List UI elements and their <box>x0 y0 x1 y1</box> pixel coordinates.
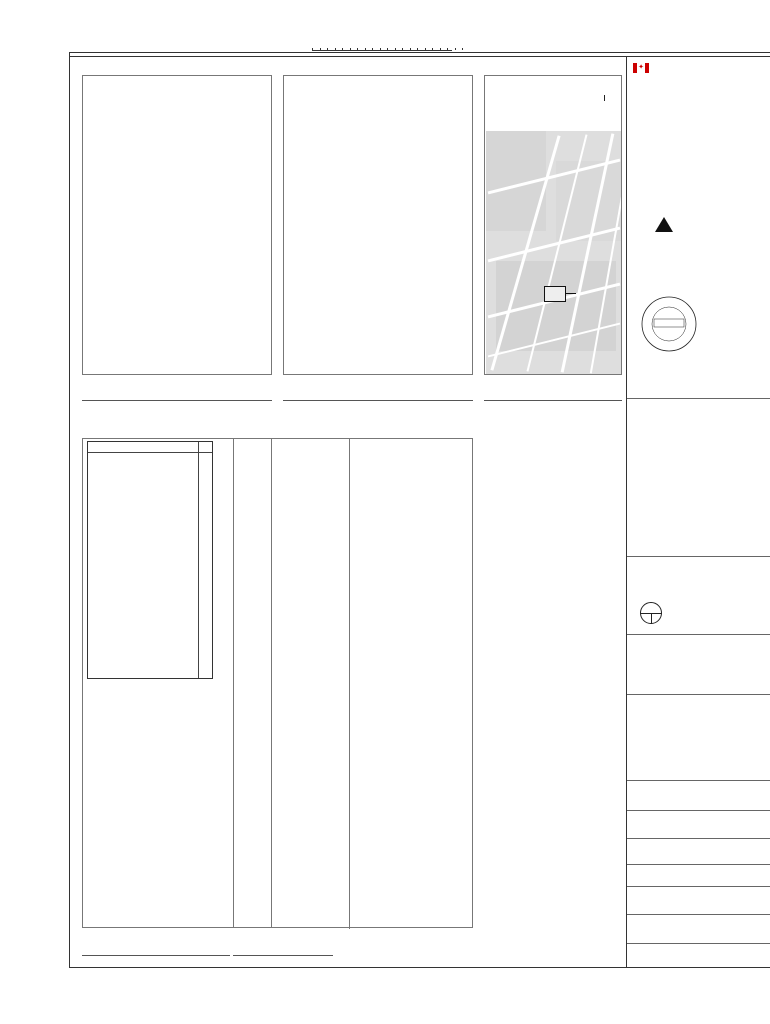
ruler-tick <box>372 48 373 50</box>
location-map <box>486 131 622 375</box>
ruler-tick <box>350 48 351 50</box>
client-logo: ✦ <box>633 63 653 73</box>
ruler-tick <box>455 48 456 50</box>
architect-seal <box>640 295 698 353</box>
ruler-tick <box>327 48 328 50</box>
ruler-tick <box>357 48 358 50</box>
ruler-tick-labels <box>312 43 512 49</box>
nbc-matrix-panel <box>233 438 473 928</box>
ruler-tick <box>425 48 426 50</box>
ruler-tick <box>395 48 396 50</box>
ruler-tick <box>447 48 448 50</box>
ruler-tick <box>365 48 366 50</box>
ruler-tick <box>440 48 441 50</box>
revision-table <box>627 398 770 560</box>
ruler-tick <box>417 48 418 50</box>
nbc-matrix-right-column <box>352 441 470 927</box>
street-labels <box>486 131 622 375</box>
ruler-tick <box>312 48 313 50</box>
drawing-list-panel <box>283 75 473 375</box>
obc-matrix-rows <box>88 453 212 678</box>
ruler-tick <box>387 48 388 50</box>
ruler-tick <box>335 48 336 50</box>
nbc-matrix-left-column <box>236 449 346 927</box>
engineer-logo <box>655 212 705 238</box>
seal-graphic <box>640 295 698 353</box>
ruler-tick <box>342 48 343 50</box>
ruler-tick <box>432 48 433 50</box>
ruler-tick <box>462 48 463 50</box>
ruler-tick <box>380 48 381 50</box>
revision-rows <box>627 398 770 548</box>
ruler-tick <box>410 48 411 50</box>
ruler-tick <box>320 48 321 50</box>
general-notes-panel <box>82 75 272 375</box>
obc-matrix-table <box>87 441 213 679</box>
reference-legend <box>640 596 720 632</box>
location-plan-panel <box>484 75 622 375</box>
architect-logo <box>646 148 710 158</box>
north-arrow <box>595 80 615 100</box>
ruler-tick <box>402 48 403 50</box>
